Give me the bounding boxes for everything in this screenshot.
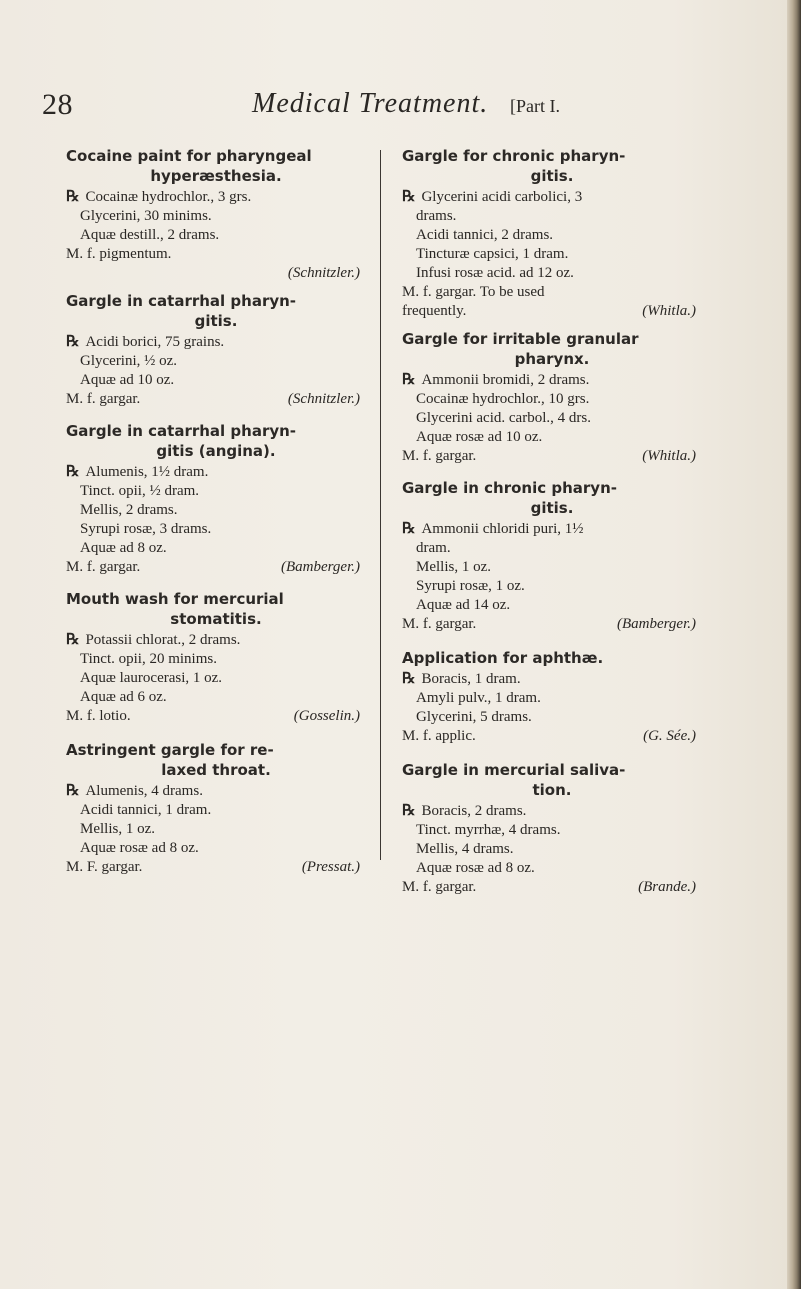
recipe-title-line: tion.: [532, 781, 572, 799]
ingredient-text: Potassii chlorat., 2 drams.: [85, 632, 241, 648]
author-attribution: (Bamberger.): [280, 559, 360, 575]
recipe-title-line: Cocaine paint for pharyngeal: [66, 147, 312, 165]
ingredient-line: Mellis, 1 oz.: [80, 821, 155, 837]
formula-text: M. f. lotio.: [66, 708, 131, 724]
recipe-title: [66, 740, 366, 780]
formula-line: [402, 283, 702, 302]
recipe-title-line: Gargle for irritable granular: [402, 330, 639, 348]
recipe-title: [66, 146, 366, 186]
author-attribution: (Whitla.): [642, 448, 696, 464]
formula-line: [66, 858, 366, 877]
ingredient-line: Tinct. opii, ½ dram.: [80, 483, 200, 499]
rx-symbol: ℞: [66, 783, 80, 799]
ingredient-line: Aquæ destill., 2 drams.: [80, 227, 220, 243]
rx-symbol: ℞: [402, 189, 416, 205]
recipe-title-line: Gargle in mercurial saliva-: [402, 761, 626, 779]
formula-line: [66, 264, 366, 283]
recipe-title: [66, 291, 366, 331]
ingredient-line: Amyli pulv., 1 dram.: [416, 690, 541, 706]
recipe-title-line: Gargle in catarrhal pharyn-: [66, 292, 297, 310]
rx-symbol: ℞: [402, 521, 416, 537]
ingredient-line: Acidi tannici, 1 dram.: [80, 802, 212, 818]
ingredient-text: Boracis, 1 dram.: [421, 671, 521, 687]
ingredient-line: Glycerini, ½ oz.: [80, 353, 178, 369]
recipe-section: [402, 478, 702, 634]
recipe-title-line: gitis.: [194, 312, 238, 330]
ingredient-line: Glycerini, 5 drams.: [416, 709, 532, 725]
recipe-title: [402, 478, 702, 518]
recipe-section: [66, 146, 366, 283]
formula-line: [402, 447, 702, 466]
ingredient-line: [402, 371, 702, 390]
ingredient-line: Tinct. myrrhæ, 4 drams.: [416, 822, 561, 838]
recipe-section: [66, 421, 366, 577]
ingredient-line: Mellis, 1 oz.: [416, 559, 491, 575]
formula-line: [66, 245, 366, 264]
ingredient-line: Mellis, 4 drams.: [416, 841, 514, 857]
formula-text: M. f. gargar.: [66, 559, 141, 575]
ingredient-line: Aquæ rosæ ad 8 oz.: [80, 840, 199, 856]
ingredient-line: Aquæ rosæ ad 10 oz.: [416, 429, 543, 445]
ingredient-line: Aquæ laurocerasi, 1 oz.: [80, 670, 223, 686]
recipe-title-line: pharynx.: [514, 350, 590, 368]
ingredient-line: Aquæ ad 6 oz.: [80, 689, 167, 705]
ingredient-line: drams.: [416, 208, 457, 224]
recipe-title: [402, 146, 702, 186]
page-edge: [787, 0, 801, 1289]
ingredient-line: Aquæ ad 8 oz.: [80, 540, 167, 556]
author-attribution: (Bamberger.): [616, 616, 696, 632]
formula-text: M. f. gargar.: [402, 616, 477, 632]
ingredient-line: Tincturæ capsici, 1 dram.: [416, 246, 569, 262]
formula-line: [66, 558, 366, 577]
ingredient-line: [66, 631, 366, 650]
formula-text: frequently.: [402, 303, 467, 319]
rx-symbol: ℞: [66, 464, 80, 480]
recipe-title: [66, 589, 366, 629]
rx-symbol: ℞: [402, 803, 416, 819]
ingredient-line: [402, 802, 702, 821]
rx-symbol: ℞: [402, 372, 416, 388]
ingredient-line: [402, 188, 702, 207]
ingredient-text: Acidi borici, 75 grains.: [85, 334, 225, 350]
recipe-title-line: laxed throat.: [161, 761, 271, 779]
recipe-title: [66, 421, 366, 461]
formula-line: [402, 302, 702, 321]
formula-line: [402, 727, 702, 746]
recipe-title-line: hyperæsthesia.: [150, 167, 282, 185]
formula-line: [402, 878, 702, 897]
ingredient-line: Glycerini, 30 minims.: [80, 208, 212, 224]
ingredient-line: Acidi tannici, 2 drams.: [416, 227, 554, 243]
ingredient-line: [402, 670, 702, 689]
formula-text: M. f. applic.: [402, 728, 476, 744]
ingredient-line: dram.: [416, 540, 451, 556]
recipe-section: [66, 589, 366, 726]
recipe-title: [402, 648, 702, 668]
formula-text: M. f. gargar. To be used: [402, 284, 545, 300]
ingredient-line: [66, 463, 366, 482]
recipe-section: [66, 291, 366, 409]
recipe-title-line: gitis.: [530, 167, 574, 185]
recipe-section: [402, 760, 702, 897]
page-number: 28: [42, 88, 73, 121]
recipe-title-line: gitis (angina).: [156, 442, 276, 460]
author-attribution: (Schnitzler.): [287, 391, 360, 407]
formula-text: M. F. gargar.: [66, 859, 143, 875]
recipe-section: [402, 648, 702, 746]
ingredient-text: Boracis, 2 drams.: [421, 803, 527, 819]
ingredient-line: Syrupi rosæ, 3 drams.: [80, 521, 212, 537]
ingredient-line: Aquæ rosæ ad 8 oz.: [416, 860, 535, 876]
left-column: [66, 146, 366, 877]
author-attribution: (Brande.): [638, 879, 696, 895]
formula-text: M. f. gargar.: [66, 391, 141, 407]
ingredient-line: Mellis, 2 drams.: [80, 502, 178, 518]
recipe-title-line: Mouth wash for mercurial: [66, 590, 284, 608]
author-attribution: (Gosselin.): [293, 708, 360, 724]
rx-symbol: ℞: [66, 189, 80, 205]
formula-line: [402, 615, 702, 634]
formula-text: M. f. pigmentum.: [66, 246, 172, 262]
ingredient-line: Aquæ ad 10 oz.: [80, 372, 175, 388]
rx-symbol: ℞: [66, 632, 80, 648]
ingredient-line: [66, 333, 366, 352]
ingredient-text: Alumenis, 4 drams.: [85, 783, 203, 799]
recipe-title-line: Gargle in chronic pharyn-: [402, 479, 617, 497]
ingredient-text: Alumenis, 1½ dram.: [85, 464, 209, 480]
ingredient-text: Glycerini acidi carbolici, 3: [421, 189, 583, 205]
formula-text: M. f. gargar.: [402, 879, 477, 895]
recipe-title-line: gitis.: [530, 499, 574, 517]
column-divider: [380, 150, 381, 860]
author-attribution: (Whitla.): [642, 303, 696, 319]
ingredient-line: Infusi rosæ acid. ad 12 oz.: [416, 265, 574, 281]
page-header: [0, 88, 790, 128]
recipe-title-line: stomatitis.: [170, 610, 262, 628]
recipe-title-line: Gargle in catarrhal pharyn-: [66, 422, 297, 440]
recipe-section: [402, 146, 702, 321]
recipe-title-line: Gargle for chronic pharyn-: [402, 147, 626, 165]
ingredient-text: Ammonii chloridi puri, 1½: [421, 521, 584, 537]
recipe-title-line: Astringent gargle for re-: [66, 741, 274, 759]
recipe-title: [402, 760, 702, 800]
ingredient-text: Cocainæ hydrochlor., 3 grs.: [85, 189, 252, 205]
formula-line: [66, 390, 366, 409]
right-column: [402, 146, 702, 897]
formula-text: M. f. gargar.: [402, 448, 477, 464]
ingredient-line: Syrupi rosæ, 1 oz.: [416, 578, 525, 594]
part-label: [Part I.: [510, 96, 560, 116]
ingredient-text: Ammonii bromidi, 2 drams.: [421, 372, 590, 388]
formula-line: [66, 707, 366, 726]
ingredient-line: [66, 188, 366, 207]
running-title: Medical Treatment.: [252, 88, 489, 119]
author-attribution: (Schnitzler.): [287, 265, 360, 281]
ingredient-line: Tinct. opii, 20 minims.: [80, 651, 217, 667]
ingredient-line: Cocainæ hydrochlor., 10 grs.: [416, 391, 590, 407]
ingredient-line: Aquæ ad 14 oz.: [416, 597, 511, 613]
recipe-title: [402, 329, 702, 369]
ingredient-line: [66, 782, 366, 801]
recipe-section: [66, 740, 366, 877]
recipe-title-line: Application for aphthæ.: [402, 649, 604, 667]
rx-symbol: ℞: [402, 671, 416, 687]
recipe-section: [402, 329, 702, 466]
ingredient-line: [402, 520, 702, 539]
ingredient-line: Glycerini acid. carbol., 4 drs.: [416, 410, 591, 426]
rx-symbol: ℞: [66, 334, 80, 350]
author-attribution: (G. Sée.): [643, 728, 696, 744]
author-attribution: (Pressat.): [301, 859, 360, 875]
